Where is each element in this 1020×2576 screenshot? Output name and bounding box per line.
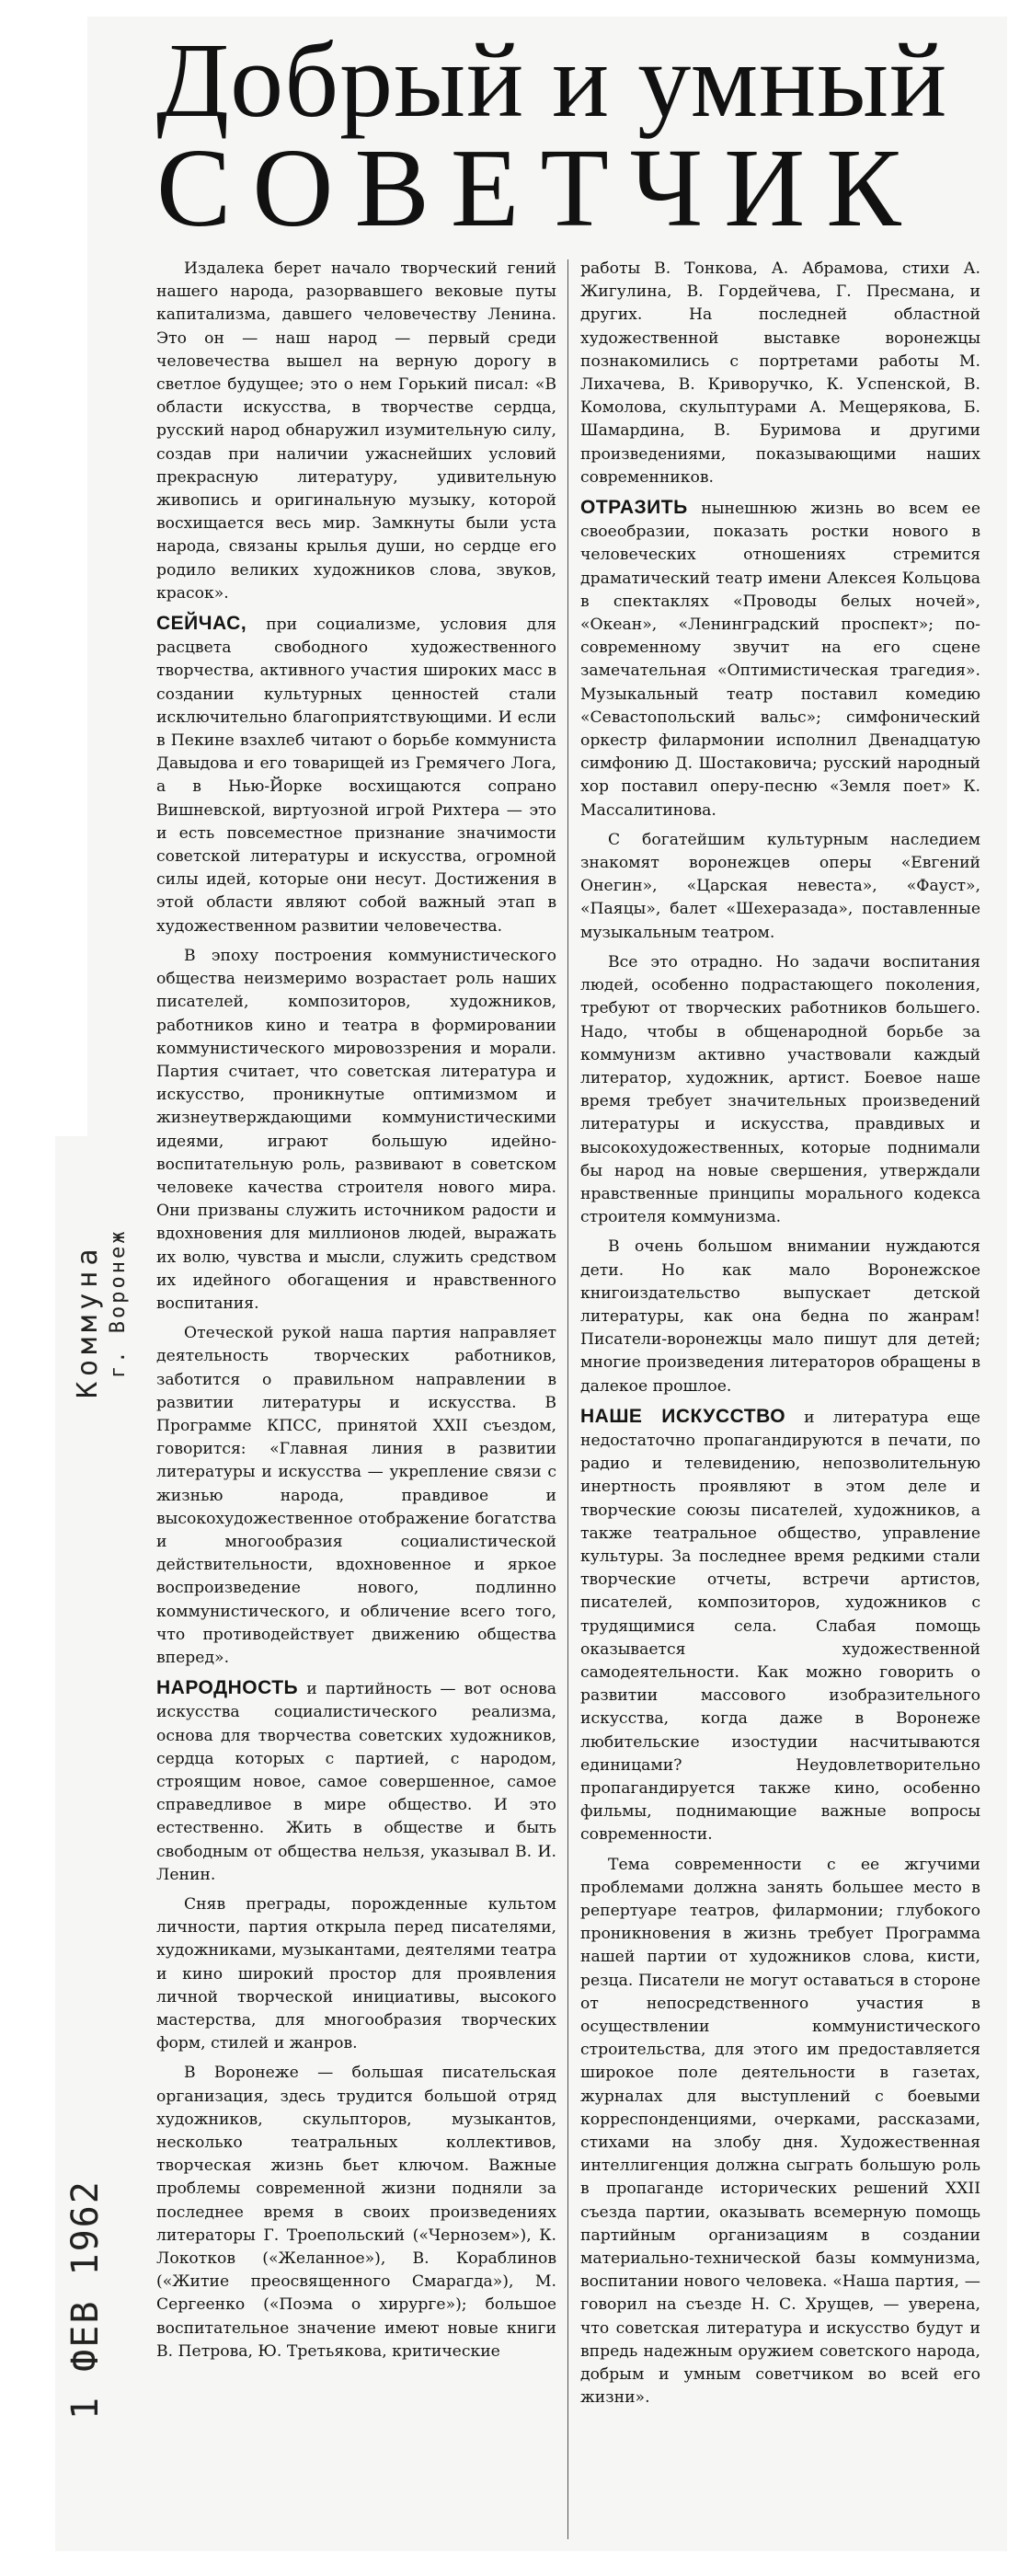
headline <box>156 22 989 250</box>
paragraph-text: и литература еще недостаточно пропагандируются в печати, по радио и телевидению, непозволительную инертность проявляют в этом деле и творческие союзы писателей, художников, а также театральное общество, управление культуры. За последнее время редкими стали творческие отчеты, встречи артистов, писателей, композиторов, художников с трудящимися села. Слабая помощь оказывается художественной самодеятельности. Как можно говорить о развитии массового изобразительного искусства, когда даже в Воронеже любительские изостудии насчитываются единицами? Неудовлетворительно пропагандируется также кино, особенно фильмы, поднимающие важные вопросы современности. <box>580 1408 980 1845</box>
paragraph: В Воронеже — большая писательская организация, здесь трудится большой отряд художников, скульпторов, музыкантов, несколько театральных коллективов, творческая жизнь бьет ключом. Важные проблемы современной жизни подняли за последнее время в своих произведениях литераторы Г. Троепольский («Чернозем»), К. Локотков («Желанное»), В. Кораблинов («Житие преосвященного Смарагда»), М. Сергеенко («Поэма о хирурге»); большое воспитательное значение имеют новые книги В. Петрова, Ю. Третьякова, критические <box>156 2064 556 2361</box>
article-column-left <box>156 258 556 2539</box>
section-lead: СЕЙЧАС, <box>156 613 247 635</box>
section-lead: НАРОДНОСТЬ <box>156 1677 299 1699</box>
paragraph: Тема современности с ее жгучими проблемами должна занять большее место в репертуаре театров, филармонии; глубокого проникновения в жизнь требует Программа нашей партии от художников слова, кисти, резца. Писатели не могут оставаться в стороне от непосредственного участия в осуществлении коммунистического строительства, для этого им предоставляется широкое поле деятельности в газетах, журналах для выступлений с боевыми корреспонденциями, очерками, рассказами, стихами на злобу дня. Художественная интеллигенция должна сыграть большую роль в пропаганде исторических решений XXII съезда партии, оказывать всемерную помощь партийным организациям в создании материально-технической базы коммунизма, воспитании нового человека. «Наша партия, — говорил на съезде Н. С. Хрущев, — уверена, что советская литература и искусство будут и впредь надежным оружием советского народа, добрым и умным советчиком во всей его жизни». <box>580 1855 980 2408</box>
paragraph-text: при социализме, условия для расцвета свободного художественного творчества, активного участия широких масс в создании культурных ценностей стали исключительно благоприятствующими. И если в Пекине взахлеб читают о борьбе коммуниста Давыдова и его товарищей из Гремячего Лога, а в Нью-Йорке восхищаются сопрано Вишневской, виртуозной игрой Рихтера — это и есть повсеместное признание значимости советской литературы и искусства, огромной силы идей, которые они несут. Достижения в этой области являют собой важный этап в художественном развитии человечества. <box>156 615 556 936</box>
paragraph <box>580 496 980 822</box>
paragraph: Сняв преграды, порожденные культом личности, партия открыла перед писателями, художниками, музыкантами, деятелями театра и кино широкий простор для проявления личной творческой инициативы, высокого мастерства, для многообразия творческих форм, стилей и жанров. <box>156 1895 556 2053</box>
column-divider <box>567 259 568 2539</box>
paragraph <box>156 612 556 938</box>
newspaper-city: г. Воронеж <box>107 1228 130 1378</box>
article-column-right <box>580 258 980 2539</box>
date-stamp: 1 ФЕВ 1962 <box>64 2179 107 2420</box>
newspaper-name: Коммуна <box>72 1243 104 1398</box>
paragraph: Все это отрадно. Но задачи воспитания людей, особенно подрастающего поколения, требуют от творческих работников большего. Надо, чтобы в общенародной борьбе за коммунизм активно участвовали каждый литератор, художник, артист. Боевое наше время требует значительных произведений литературы и искусства, правдивых и высокохудожественных, которые поднимали бы народ на новые свершения, утверждали нравственные принципы морального кодекса строителя коммунизма. <box>580 952 980 1227</box>
headline-line-1: Добрый и умный <box>156 22 948 140</box>
paragraph-text: нынешнюю жизнь во всем ее своеобразии, показать ростки нового в человеческих отношениях стремится драматический театр имени Алексея Кольцова в спектаклях «Проводы белых ночей», «Океан», «Ленинградский проспект»; по-современному звучит на его сцене замечательная «Оптимистическая трагедия». Музыкальный театр поставил комедию «Севастопольский вальс»; симфонический оркестр филармонии исполнил Двенадцатую симфонию Д. Шостаковича; русский народный хор поставил оперу-песню «Земля поет» К. Массалитинова. <box>580 500 980 820</box>
section-lead: НАШЕ ИСКУССТВО <box>580 1405 786 1427</box>
paragraph: В очень большом внимании нуждаются дети. Но как мало Воронежское книгоиздательство выпускает детской литературы, как она бедна по жанрам! Писатели-воронежцы мало пишут для детей; многие произведения литераторов обращены в далекое прошлое. <box>580 1237 980 1396</box>
paragraph: Отеческой рукой наша партия направляет деятельность творческих работников, заботится о правильном направлении в развитии литературы и искусства. В Программе КПСС, принятой XXII съездом, говорится: «Главная линия в развитии литературы и искусства — укрепление связи с жизнью народа, правдивое и высокохудожественное отображение богатства и многообразия социалистической действительности, вдохновенное и яркое воспроизведение нового, подлинно коммунистического, и обличение всего того, что противодействует движению общества вперед». <box>156 1324 556 1667</box>
paragraph: работы В. Тонкова, А. Абрамова, стихи А. Жигулина, В. Гордейчева, Г. Пресмана, и других. На последней областной художественной выставке воронежцы познакомились с портретами работы М. Лихачева, В. Криворучко, К. Успенской, В. Комолова, скульптурами А. Мещерякова, Б. Шамардина, В. Буримова и другими произведениями, показывающими наших современников. <box>580 259 980 487</box>
headline-line-2: СОВЕТЧИК <box>156 126 923 250</box>
paragraph: В эпоху построения коммунистического общества неизмеримо возрастает роль наших писателей, композиторов, художников, работников кино и театра в формировании коммунистического мировоззрения и морали. Партия считает, что советская литература и искусство, проникнутые оптимизмом и жизнеутверждающими коммунистическими идеями, играют большую идейно-воспитательную роль, развивают в советском человеке качества строителя нового мира. Они призваны служить источником радости и вдохновения для миллионов людей, выражать их волю, чувства и мысли, служить средством их идейного обогащения и нравственного воспитания. <box>156 946 556 1313</box>
paragraph-text: и партийность — вот основа искусства социалистического реализма, основа для творчества советских художников, сердца которых с партией, с народом, строящим новое, самое совершенное, самое справедливое в мире общество. И это естественно. Жить в обществе и быть свободным от общества нельзя, указывал В. И. Ленин. <box>156 1680 556 1884</box>
paragraph: С богатейшим культурным наследием знакомят воронежцев оперы «Евгений Онегин», «Царская невеста», «Фауст», «Паяцы», балет «Шехеразада», поставленные музыкальным театром. <box>580 830 980 942</box>
section-lead: ОТРАЗИТЬ <box>580 497 688 519</box>
source-stamp <box>72 1229 132 1398</box>
paragraph <box>580 1405 980 1847</box>
paragraph: Издалека берет начало творческий гений нашего народа, разорвавшего вековые путы капитализма, давшего человечеству Ленина. Это он — наш народ — первый среди человечества вышел на верную дорогу в светлое будущее; это о нем Горький писал: «В области искусства, в творчестве сердца, русский народ обнаружил изумительную силу, создав при наличии ужаснейших условий прекрасную литературу, удивительную живопись и оригинальную музыку, которой восхищается весь мир. Замкнуты были уста народа, связаны крылья души, но сердце его родило великих художников слова, звуков, красок». <box>156 259 556 603</box>
paragraph <box>156 1676 556 1887</box>
